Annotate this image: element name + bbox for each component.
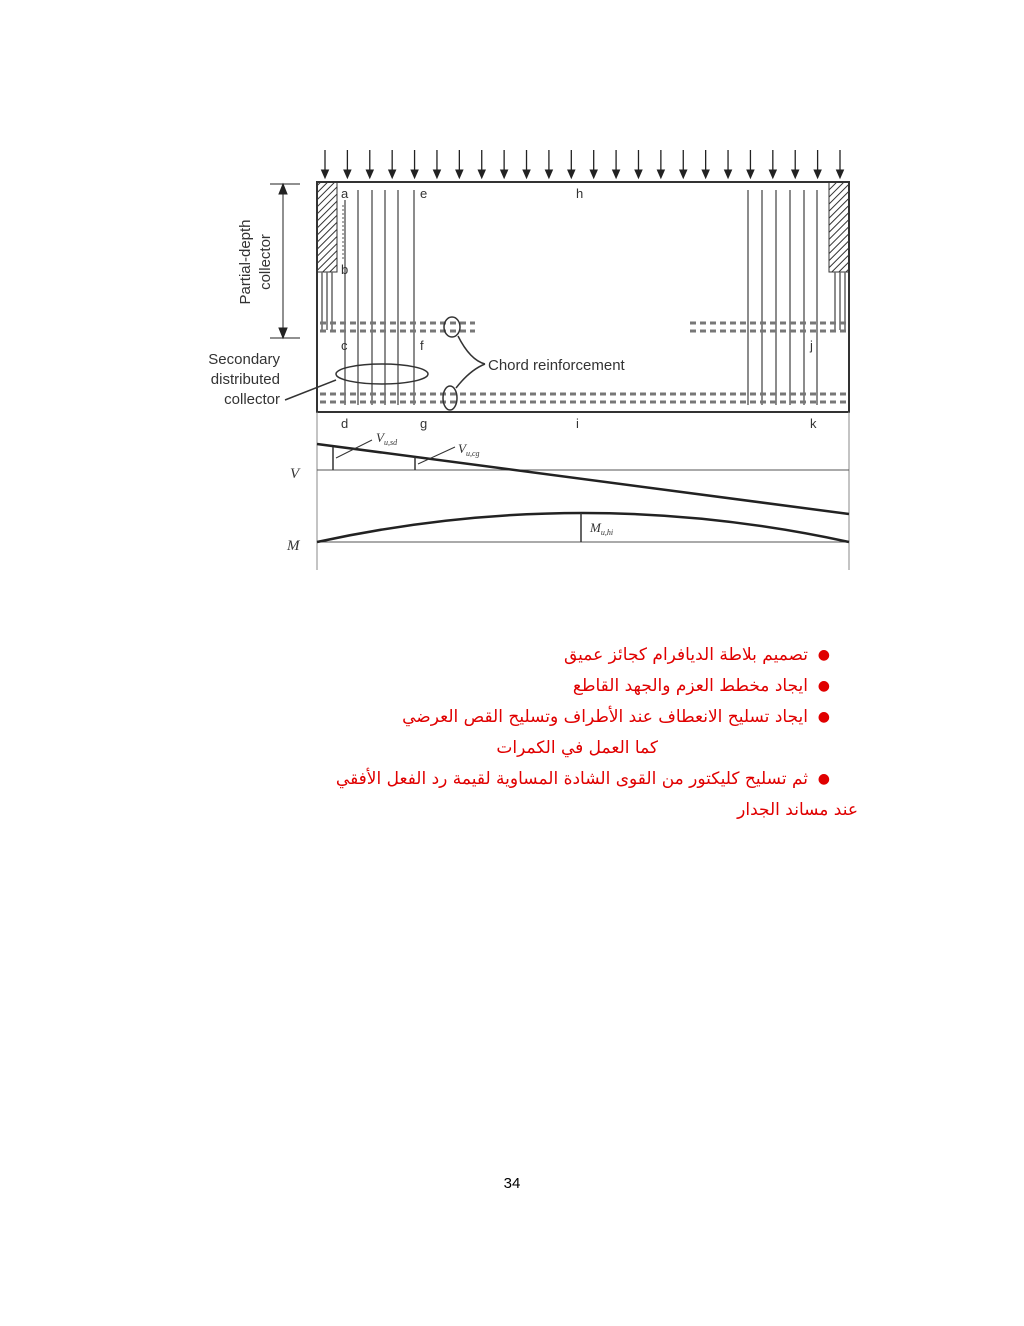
shear-label-1: $V_{u,sd}$ — [376, 430, 398, 447]
letter-k: k — [810, 416, 817, 431]
load-arrow-head — [769, 170, 776, 178]
load-arrow-head — [411, 170, 418, 178]
bullet-list — [300, 640, 858, 826]
collector-label-line2: collector — [257, 234, 274, 290]
letter-a: a — [341, 186, 349, 201]
load-arrow-head — [501, 170, 508, 178]
bullet-text: تصميم بلاطة الديافرام كجائز عميق — [563, 645, 808, 665]
bullet-dot: ● — [817, 647, 830, 663]
load-arrow-head — [478, 170, 485, 178]
secondary-label-line3: collector — [224, 391, 280, 408]
bullet-text: ايجاد مخطط العزم والجهد القاطع — [572, 676, 808, 696]
chord-leader — [456, 336, 485, 388]
letter-d: d — [341, 416, 349, 431]
load-arrow-head — [613, 170, 620, 178]
letter-f: f — [420, 338, 424, 353]
bullet-continuation: كما العمل في الكمرات — [496, 738, 658, 758]
load-arrow-head — [635, 170, 642, 178]
letter-i: i — [576, 416, 579, 431]
moment-label: $M_{u,hi}$ — [590, 520, 614, 537]
letter-e: e — [420, 186, 428, 201]
load-arrow-head — [568, 170, 575, 178]
secondary-label-line1: Secondary — [208, 351, 280, 368]
secondary-label-line2: distributed — [210, 371, 280, 388]
load-arrow-head — [322, 170, 329, 178]
bullet-item — [300, 671, 830, 702]
chord-label: Chord reinforcement — [488, 357, 625, 374]
moment-axis-label: M — [287, 538, 300, 554]
bullet-continuation: عند مساند الجدار — [737, 800, 858, 820]
load-arrow-head — [725, 170, 732, 178]
moment-diagram — [317, 513, 849, 542]
load-arrow-head — [366, 170, 373, 178]
load-arrow-head — [523, 170, 530, 178]
chord-circle-bottom — [443, 386, 457, 410]
bullet-item — [300, 764, 858, 826]
load-arrow-head — [545, 170, 552, 178]
load-arrow-head — [837, 170, 844, 178]
load-arrow-head — [456, 170, 463, 178]
slab-outline — [317, 182, 849, 412]
bullet-item — [300, 640, 830, 671]
diaphragm-deep-beam-diagram — [160, 130, 880, 580]
right-wall-hatch — [829, 182, 849, 272]
letter-c: c — [341, 338, 348, 353]
distributed-load-arrows — [322, 150, 844, 178]
bullet-dot: ● — [817, 709, 830, 725]
secondary-collector-leader — [285, 380, 336, 400]
left-wall-hatch — [317, 182, 337, 272]
bullet-text: ثم تسليح كليكتور من القوى الشادة المساوية لقيمة رد الفعل الأفقي — [335, 769, 808, 789]
shear-diagram — [317, 412, 849, 570]
load-arrow-head — [702, 170, 709, 178]
bullet-text: ايجاد تسليح الانعطاف عند الأطراف وتسليح القص العرضي — [402, 707, 808, 727]
letter-g: g — [420, 416, 428, 431]
page-number: 34 — [503, 1175, 521, 1192]
load-arrow-head — [747, 170, 754, 178]
load-arrow-head — [590, 170, 597, 178]
bullet-dot: ● — [817, 771, 830, 787]
bullet-dot: ● — [817, 678, 830, 694]
load-arrow-head — [680, 170, 687, 178]
partial-depth-dimension — [270, 184, 300, 338]
load-arrow-head — [389, 170, 396, 178]
letter-b: b — [341, 262, 349, 277]
load-arrow-head — [814, 170, 821, 178]
collector-label-line1: Partial-depth — [237, 219, 254, 305]
load-arrow-head — [657, 170, 664, 178]
bullet-item — [300, 702, 830, 764]
load-arrow-head — [433, 170, 440, 178]
letter-j: j — [810, 338, 813, 353]
shear-label-2: $V_{u,cg}$ — [458, 441, 480, 458]
letter-h: h — [576, 186, 584, 201]
chord-circle-top — [444, 317, 460, 337]
load-arrow-head — [344, 170, 351, 178]
load-arrow-head — [792, 170, 799, 178]
shear-axis-label: V — [290, 466, 300, 482]
